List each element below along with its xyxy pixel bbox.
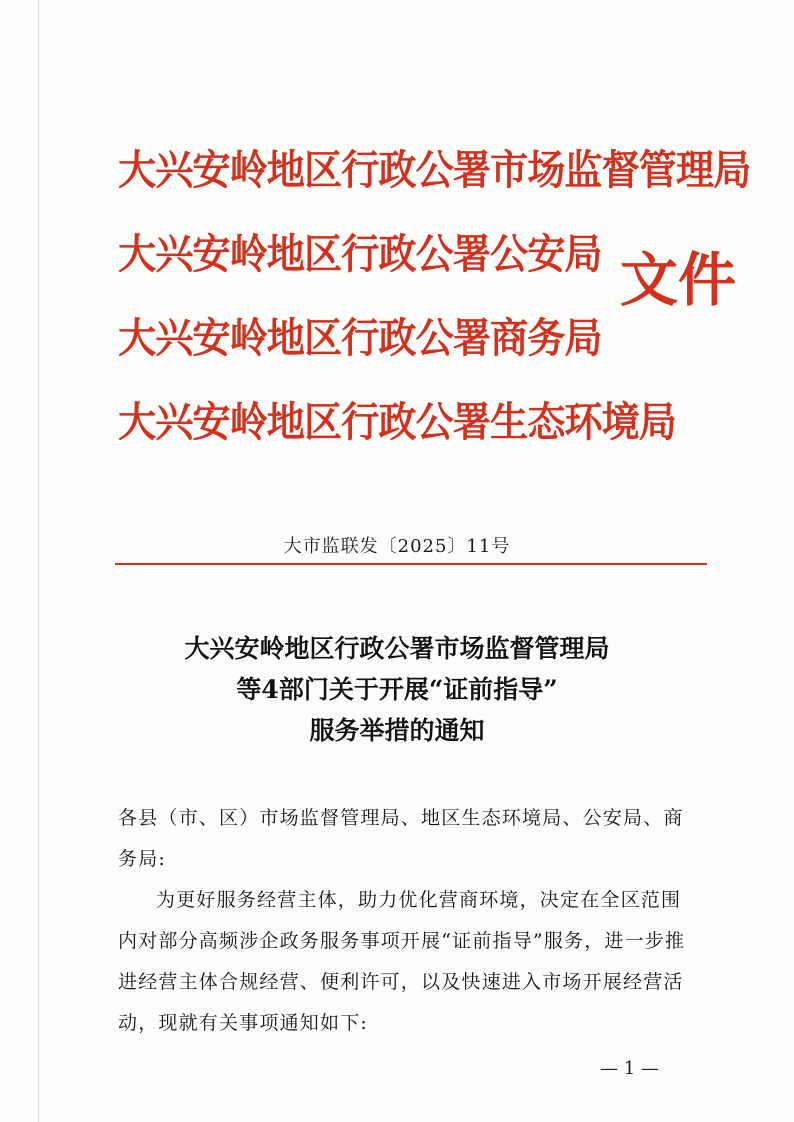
document-title: [0, 628, 794, 751]
issuer-public-security: 大兴安岭地区行政公署公安局: [118, 230, 602, 278]
addressee: 各县（市、区）市场监督管理局、地区生态环境局、公安局、商务局:: [118, 807, 684, 870]
title-line-3: 服务举措的通知: [309, 716, 485, 745]
page-edge-shadow: [38, 0, 39, 1122]
title-line-1: 大兴安岭地区行政公署市场监督管理局: [184, 634, 610, 663]
document-body: [118, 798, 698, 1044]
issuer-ecology-environment: 大兴安岭地区行政公署生态环境局: [118, 398, 676, 446]
body-paragraph-1: 为更好服务经营主体，助力优化营商环境，决定在全区范围内对部分高频涉企政务服务事项开展“证前指导”服务，进一步推进经营主体合规经营、便利许可，以及快速进入市场开展经营活动，现就有关事项通知如下:: [118, 889, 686, 1034]
issuer-commerce: 大兴安岭地区行政公署商务局: [118, 314, 602, 362]
issuer-market-supervision: 大兴安岭地区行政公署市场监督管理局: [118, 146, 751, 194]
title-line-2: 等4部门关于开展“证前指导”: [236, 675, 558, 704]
red-divider-line: [115, 563, 707, 565]
page-number: — 1 —: [600, 1058, 659, 1079]
document-type-label: 文件: [620, 246, 737, 314]
document-number: 大市监联发〔2025〕11号: [283, 536, 511, 557]
